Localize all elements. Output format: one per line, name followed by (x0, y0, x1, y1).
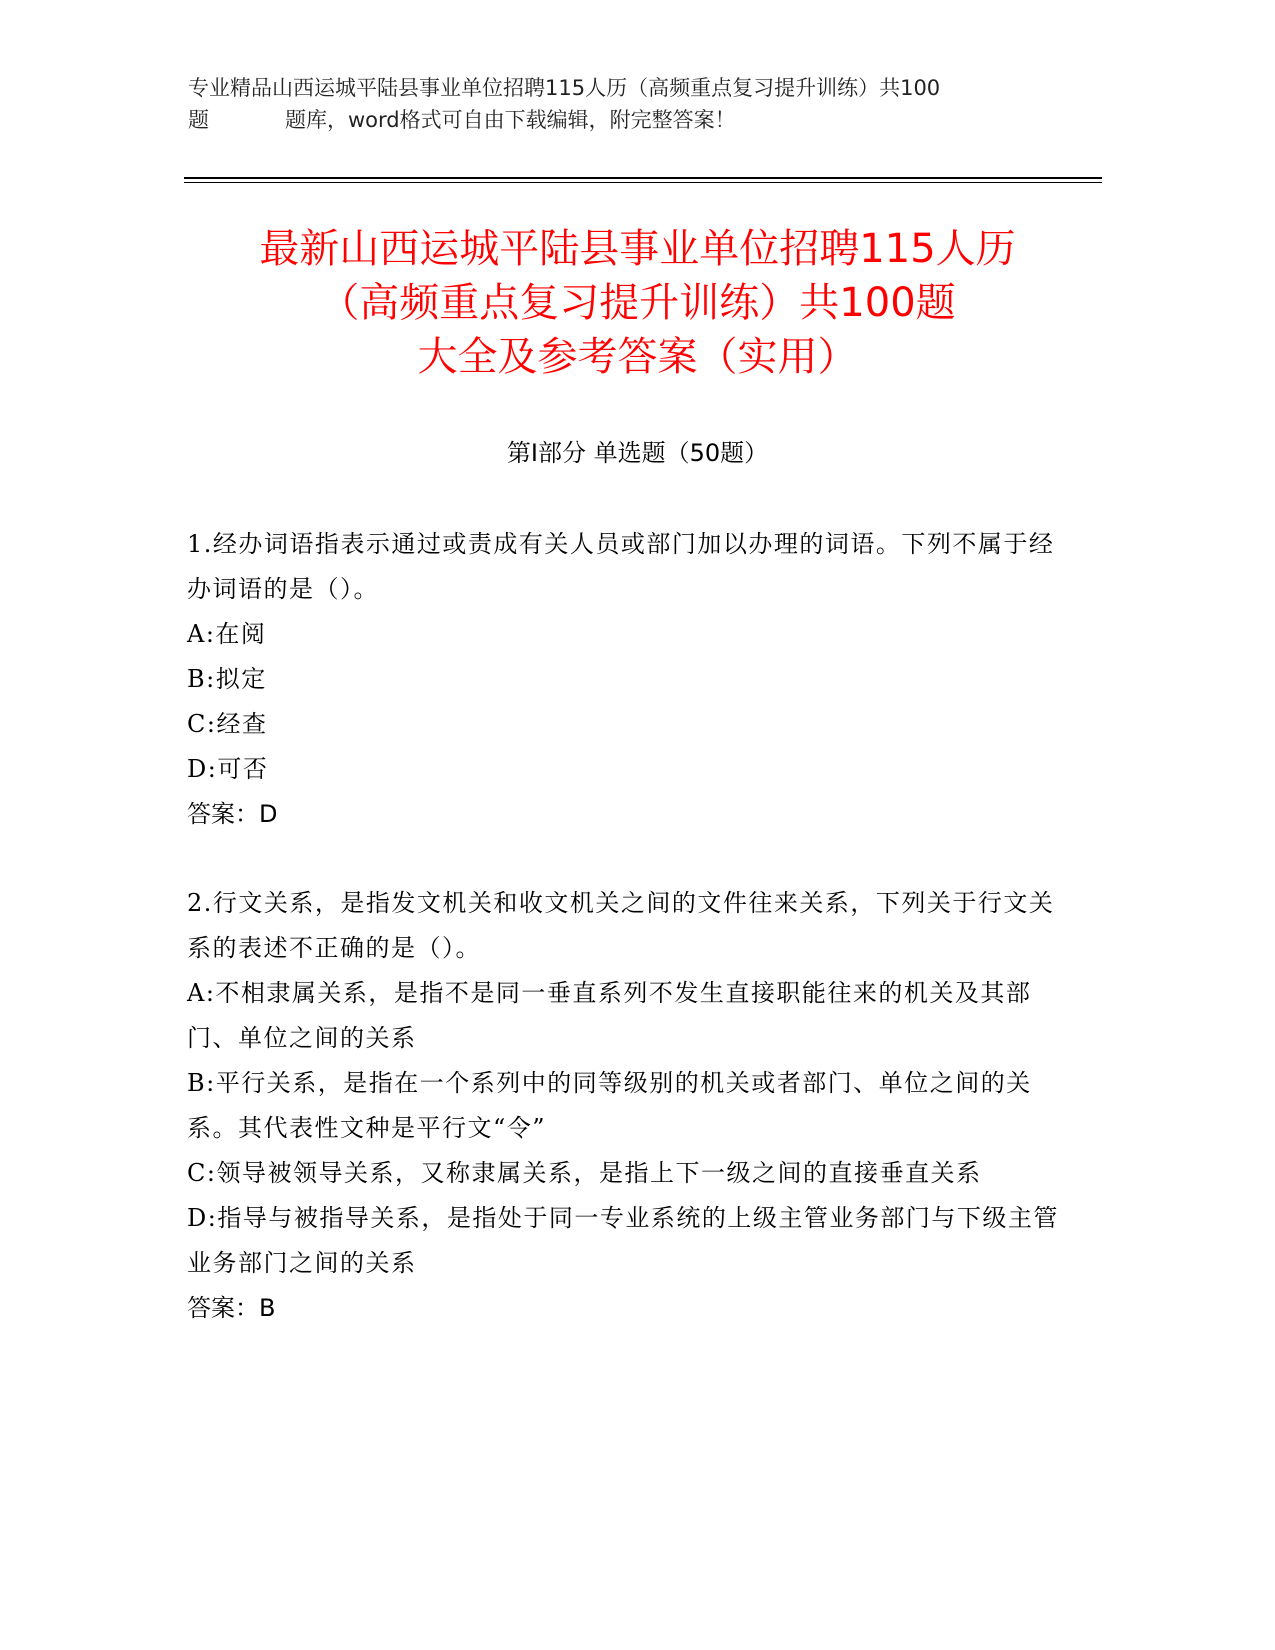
header-note-line2-start: 题 (188, 108, 209, 132)
document-title-line3: 大全及参考答案（实用） (417, 334, 858, 380)
question-item (187, 881, 1067, 1331)
answer-line: 答案：D (187, 800, 278, 828)
option-a: A:不相隶属关系，是指不是同一垂直系列不发生直接职能往来的机关及其部门、单位之间的关系 (187, 979, 1032, 1052)
section-heading: 第Ⅰ部分 单选题（50题） (506, 439, 769, 467)
header-note (188, 72, 1088, 136)
header-divider-thick (184, 177, 1102, 179)
question-stem: 1.经办词语指表示通过或责成有关人员或部门加以办理的词语。下列不属于经办词语的是（）。 (187, 530, 1055, 603)
option-b: B:平行关系，是指在一个系列中的同等级别的机关或者部门、单位之间的关系。其代表性文种是平行文“令” (187, 1069, 1032, 1142)
question-stem: 2.行文关系，是指发文机关和收文机关之间的文件往来关系，下列关于行文关系的表述不正确的是（）。 (187, 889, 1055, 962)
option-c: C:经查 (187, 710, 268, 738)
option-b: B:拟定 (187, 665, 267, 693)
option-c: C:领导被领导关系，又称隶属关系，是指上下一级之间的直接垂直关系 (187, 1159, 982, 1187)
question-item (187, 522, 1067, 837)
option-a: A:在阅 (187, 620, 267, 648)
document-title-line1: 最新山西运城平陆县事业单位招聘115人历 (259, 226, 1016, 272)
document-title-line2: （高频重点复习提升训练）共100题 (319, 280, 956, 326)
answer-line: 答案：B (187, 1294, 276, 1322)
header-note-line2 (188, 104, 1088, 136)
option-d: D:指导与被指导关系，是指处于同一专业系统的上级主管业务部门与下级主管业务部门之间的关系 (187, 1204, 1059, 1277)
option-d: D:可否 (187, 755, 269, 783)
header-note-line1: 专业精品山西运城平陆县事业单位招聘115人历（高频重点复习提升训练）共100 (188, 76, 941, 100)
document-title (150, 222, 1125, 384)
header-note-line2-rest: 题库，word格式可自由下载编辑，附完整答案！ (285, 108, 736, 132)
header-divider-thin (184, 182, 1102, 183)
